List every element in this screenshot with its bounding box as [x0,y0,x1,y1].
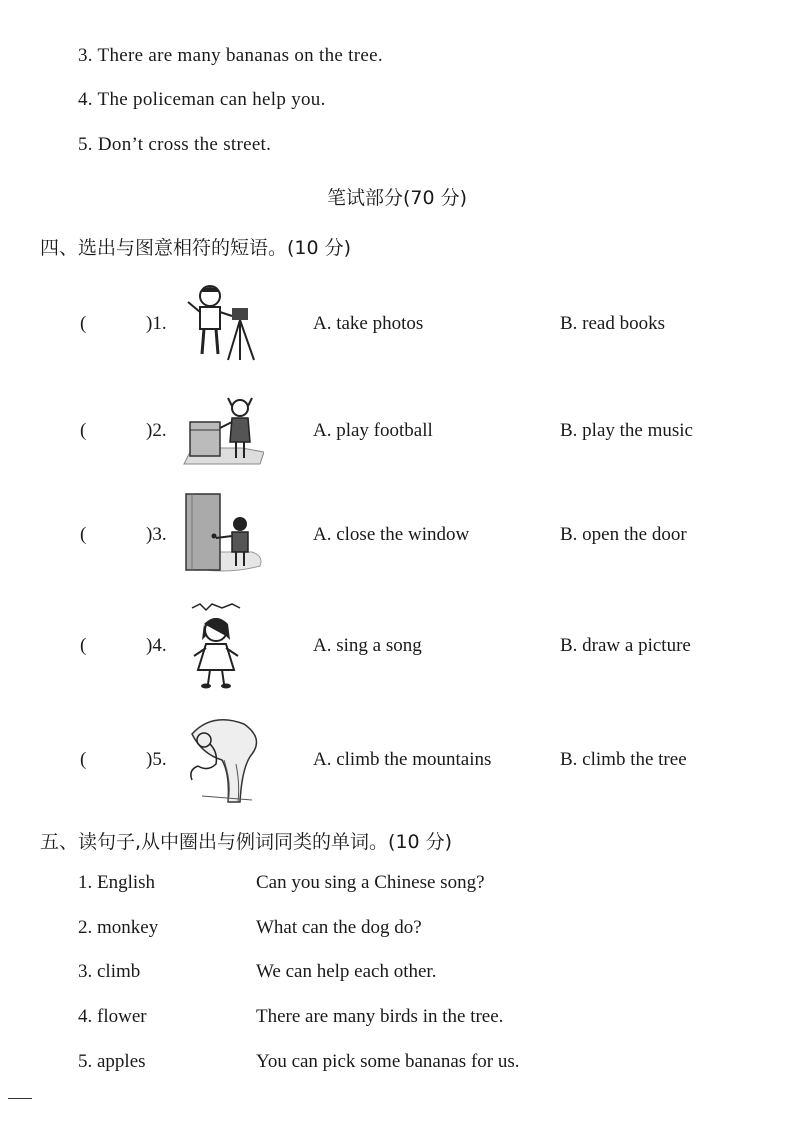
part5-heading: 五、读句子,从中圈出与例词同类的单词。(10 分) [40,831,453,853]
question-number: )2. [146,420,167,441]
answer-blank-open[interactable]: ( [80,313,87,334]
option-b[interactable]: B. read books [560,313,666,334]
listening-sentence-4: 4. The policeman can help you. [78,89,326,110]
option-b[interactable]: B. play the music [560,420,693,441]
written-section-title: 笔试部分(70 分) [326,187,468,209]
sentence[interactable]: You can pick some bananas for us. [256,1051,520,1072]
footer-divider [8,1098,32,1099]
option-a[interactable]: A. close the window [313,524,470,545]
question-number: )4. [146,635,167,656]
option-a[interactable]: A. climb the mountains [313,749,492,770]
answer-blank-open[interactable]: ( [80,524,87,545]
part4-heading: 四、选出与图意相符的短语。(10 分) [40,237,352,259]
answer-blank-open[interactable]: ( [80,749,87,770]
example-word: 5. apples [78,1051,146,1072]
option-b[interactable]: B. open the door [560,524,687,545]
question-row-2 [0,392,794,492]
piano-music-icon [182,392,264,470]
question-row-1 [0,282,794,382]
example-word: 3. climb [78,961,141,982]
door-open-icon [182,492,264,574]
question-number: )1. [146,313,167,334]
sentence[interactable]: What can the dog do? [256,917,422,938]
listening-sentence-5: 5. Don’t cross the street. [78,134,272,155]
example-word: 1. English [78,872,156,893]
sentence[interactable]: There are many birds in the tree. [256,1006,504,1027]
example-word: 2. monkey [78,917,159,938]
singing-girl-icon [182,600,264,690]
option-b[interactable]: B. draw a picture [560,635,691,656]
question-row-4 [0,600,794,700]
answer-blank-open[interactable]: ( [80,635,87,656]
option-a[interactable]: A. play football [313,420,433,441]
option-a[interactable]: A. take photos [313,313,424,334]
question-number: )5. [146,749,167,770]
sentence[interactable]: Can you sing a Chinese song? [256,872,485,893]
monkey-tree-icon [182,714,264,806]
camera-photo-icon [182,282,264,364]
option-b[interactable]: B. climb the tree [560,749,687,770]
question-row-5 [0,714,794,814]
example-word: 4. flower [78,1006,147,1027]
listening-sentence-3: 3. There are many bananas on the tree. [78,45,383,66]
question-row-3 [0,492,794,592]
question-number: )3. [146,524,167,545]
sentence[interactable]: We can help each other. [256,961,437,982]
answer-blank-open[interactable]: ( [80,420,87,441]
option-a[interactable]: A. sing a song [313,635,422,656]
